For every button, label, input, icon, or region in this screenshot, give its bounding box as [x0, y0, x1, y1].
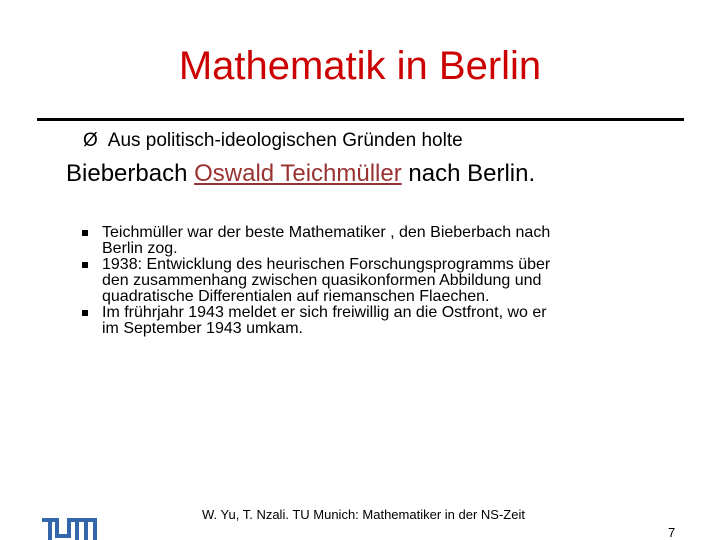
bullet-list	[80, 225, 680, 337]
slide-title: Mathematik in Berlin	[178, 44, 542, 88]
bullet-item	[80, 257, 680, 305]
footer-text: W. Yu, T. Nzali. TU Munich: Mathematiker in der NS-Zeit	[202, 507, 525, 522]
tum-logo-icon	[42, 516, 98, 540]
lead-line-2	[66, 159, 535, 189]
lead-line-2-suffix: nach Berlin.	[401, 160, 536, 187]
bullet-line: den zusammenhang zwischen quasikonformen Abbildung und	[102, 272, 542, 289]
bullet-line: 1938: Entwicklung des heurischen Forschungsprogramms über	[102, 256, 551, 273]
bullet-line: Teichmüller war der beste Mathematiker , den Bieberbach nach	[102, 224, 551, 241]
square-bullet-icon	[82, 230, 88, 236]
bullet-item	[80, 225, 680, 257]
arrow-bullet-icon: Ø	[83, 130, 98, 151]
bullet-line: Im frührjahr 1943 meldet er sich freiwillig an die Ostfront, wo er	[102, 304, 547, 321]
lead-line-2-prefix: Bieberbach	[66, 160, 195, 187]
bullet-item	[80, 305, 680, 337]
square-bullet-icon	[82, 310, 88, 316]
lead-line-1	[83, 128, 463, 154]
square-bullet-icon	[82, 262, 88, 268]
lead-line-1-text: Aus politisch-ideologischen Gründen holte	[107, 130, 463, 151]
bullet-line: im September 1943 umkam.	[102, 320, 303, 337]
teichmueller-link[interactable]: Oswald Teichmüller	[194, 160, 402, 187]
bullet-line: Berlin zog.	[102, 240, 178, 257]
title-divider	[37, 118, 684, 121]
bullet-line: quadratische Differentialen auf riemanschen Flaechen.	[102, 288, 490, 305]
page-number: 7	[668, 525, 676, 540]
